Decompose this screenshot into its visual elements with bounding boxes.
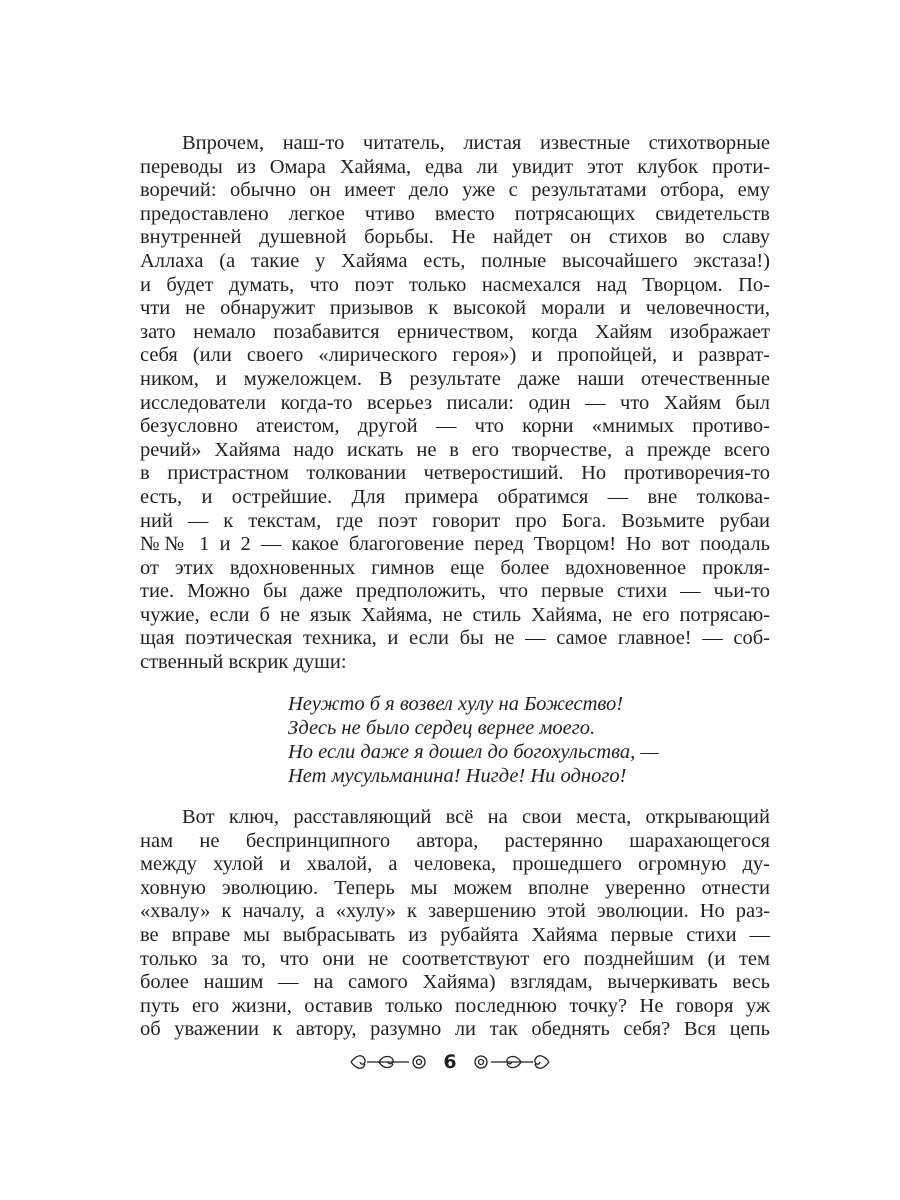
- text-line: в пристрастном толковании четверостиший. Но противоречия-то: [140, 462, 770, 485]
- text-line: только за то, что они не соответствуют его позднейшим (и тем: [140, 947, 770, 970]
- text-line: между хулой и хвалой, а человека, прошедшего огромную ду-: [140, 853, 770, 876]
- poem-line: Здесь не было сердец вернее моего.: [288, 717, 596, 739]
- flourish-ornament-left-icon: [349, 1052, 429, 1072]
- text-line: от этих вдохновенных гимнов еще более вдохновенное прокля-: [140, 556, 770, 579]
- text-line: ником, и мужеложцем. В результате даже наши отечественные: [140, 367, 770, 390]
- poem-line: Нет мусульманина! Нигде! Ни одного!: [288, 765, 627, 787]
- text-line: «хвалу» к началу, а «хулу» к завершению этой эволюции. Но раз-: [140, 900, 770, 923]
- text-line: тие. Можно бы даже предположить, что первые стихи — чьи-то: [140, 580, 770, 603]
- text-line: №№ 1 и 2 — какое благоговение перед Творцом! Но вот поодаль: [140, 533, 770, 556]
- text-line: переводы из Омара Хайяма, едва ли увидит этот клубок проти-: [140, 155, 770, 178]
- text-line: более нашим — на самого Хайяма) взглядам, вычеркивать весь: [140, 971, 770, 994]
- text-line: чужие, если б не язык Хайяма, не стиль Хайяма, не его потрясаю-: [140, 603, 770, 626]
- text-line: щая поэтическая техника, и если бы не — самое главное! — соб-: [140, 627, 770, 650]
- text-line: себя (или своего «лирического героя») и пропойцей, и разврат-: [140, 344, 770, 367]
- text-line: предоставлено легкое чтиво вместо потрясающих свидетельств: [140, 202, 770, 225]
- text-line: ственный вскрик души:: [140, 651, 347, 674]
- text-line: чти не обнаружит призывов к высокой морали и человечности,: [140, 297, 770, 320]
- text-line: Вот ключ, расставляющий всё на свои места, открывающий: [182, 806, 770, 828]
- paragraph-2: [140, 806, 770, 1042]
- text-line: есть, и острейшие. Для примера обратимся — вне толкова-: [140, 485, 770, 508]
- text-line: зато немало позабавится ерничеством, когда Хайям изображает: [140, 320, 770, 343]
- page-number: 6: [443, 1051, 457, 1073]
- text-line: ховную эволюцию. Теперь мы можем вполне уверенно отнести: [140, 876, 770, 899]
- text-line: внутренней душевной борьбы. Не найдет он стихов во славу: [140, 226, 770, 249]
- text-line: речий» Хайяма надо искать не в его творчестве, а прежде всего: [140, 438, 770, 461]
- text-line: нам не беспринципного автора, растерянно шарахающегося: [140, 829, 770, 852]
- text-line: воречий: обычно он имеет дело уже с результатами отбора, ему: [140, 179, 770, 202]
- poem-line: Но если даже я дошел до богохульства, —: [288, 741, 659, 763]
- text-line: ве вправе мы выбрасывать из рубайята Хайяма первые стихи —: [140, 923, 770, 946]
- paragraph-1: [140, 132, 770, 675]
- text-line: ний — к текстам, где поэт говорит про Бога. Возьмите рубаи: [140, 509, 770, 532]
- text-line: путь его жизни, оставив только последнюю точку? Не говоря уж: [140, 994, 770, 1017]
- text-line: и будет думать, что поэт только насмехался над Творцом. По-: [140, 273, 770, 296]
- page-footer: [0, 1050, 900, 1074]
- text-line: Аллаха (а такие у Хайяма есть, полные высочайшего экстаза!): [140, 249, 770, 272]
- text-line: об уважении к автору, разумно ли так обеднять себя? Вся цепь: [140, 1018, 770, 1041]
- flourish-ornament-right-icon: [471, 1052, 551, 1072]
- poem-line: Неужто б я возвел хулу на Божество!: [288, 693, 624, 715]
- poem-quatrain: [288, 692, 659, 788]
- text-line: Впрочем, наш-то читатель, листая известные стихотворные: [182, 132, 770, 154]
- text-line: безусловно атеистом, другой — что корни «мнимых противо-: [140, 415, 770, 438]
- text-line: исследователи когда-то всерьез писали: один — что Хайям был: [140, 391, 770, 414]
